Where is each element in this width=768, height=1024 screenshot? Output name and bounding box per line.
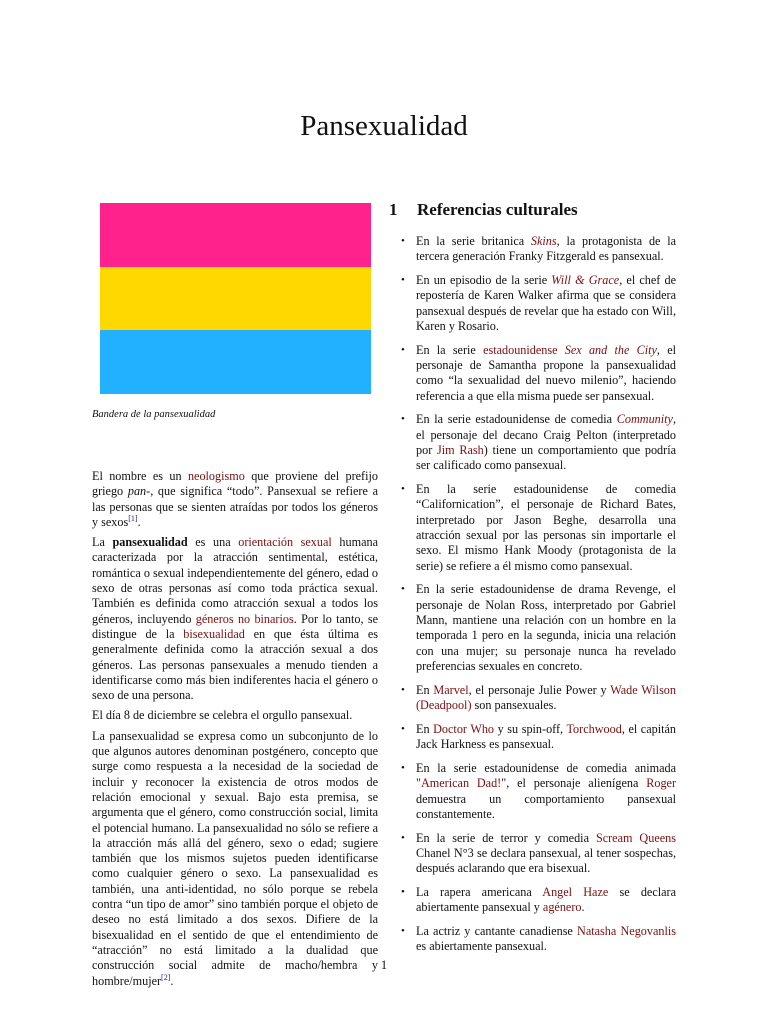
italic-term: pan- <box>127 484 151 499</box>
reference-item: • La actriz y cantante canadiense Natasha Negovanlis es abiertamente pansexual. <box>401 924 677 954</box>
bullet-icon: • <box>401 483 405 496</box>
intro-column <box>92 469 378 994</box>
bullet-icon: • <box>401 683 405 696</box>
bullet-icon: • <box>401 583 405 596</box>
reference-item: • En la serie estadounidense de comedia Community, el personaje del decano Craig Pelton (interpretado por Jim Rash) tiene un comportamiento que podría ser calificado como pansexual. <box>401 412 676 473</box>
reference-item: • En Marvel, el personaje Julie Power y Wade Wilson (Deadpool) son pansexuales. <box>401 682 676 713</box>
section-title: Referencias culturales <box>417 200 578 219</box>
section-number: 1 <box>389 200 398 219</box>
reference-item: • En un episodio de la serie Will & Grace, el chef de repostería de Karen Walker afirma que se considera pansexual después de revelar que ha estado con Will, Karen y Rosario. <box>401 273 676 333</box>
flag-stripe-pink <box>100 203 371 267</box>
wiki-link[interactable]: Torchwood <box>566 721 622 736</box>
bullet-icon: • <box>401 722 405 735</box>
wiki-link[interactable]: orientación sexual <box>238 535 332 550</box>
wiki-link[interactable]: Doctor Who <box>433 721 495 736</box>
wiki-link[interactable]: bisexualidad <box>183 626 245 641</box>
intro-paragraph: El día 8 de diciembre se celebra el orgullo pansexual. <box>92 708 353 723</box>
bold-term: pansexualidad <box>112 535 188 550</box>
bullet-icon: • <box>401 925 405 938</box>
intro-paragraph: La pansexualidad es una orientación sexual humana caracterizada por la atracción sentimental, estética, romántica o sexual independientemente del género, edad o sexo de otras personas así como toda práctica sexual. También es definida como atracción sexual a todos los géneros, incluyendo géneros no binarios. Por lo tanto, se distingue de la bisexualidad en que ésta última es generalmente definida como la atracción sexual a dos géneros. Las personas pansexuales a menudo tienden a identificarse como más bien indiferentes hacia el género o sexo de una persona. <box>92 535 379 703</box>
wiki-link[interactable]: Sex and the City <box>564 342 657 357</box>
page-number: 1 <box>380 958 388 972</box>
wiki-link[interactable]: géneros no binarios <box>195 611 294 626</box>
reference-item: • En la serie estadounidense de drama Revenge, el personaje de Nolan Ross, interpretado por Gabriel Mann, mantiene una relación con un hombre en la temporada 1 pero en la segunda, inicia una relación con una mujer; su personaje nunca ha revelado preferencias sexuales en concreto. <box>401 582 676 673</box>
citation-link[interactable]: [1] <box>128 513 138 523</box>
citation-link[interactable]: [2] <box>161 972 171 982</box>
pansexual-flag-image <box>100 203 371 394</box>
reference-item: • En la serie estadounidense de comedia “Californication”, el personaje de Richard Bates, interpretado por Jason Beghe, desarrolla una atracción sexual por las personas sin importarle el sexo. El mismo Hank Moody (protagonista de la serie) se refiere a él mismo como pansexual. <box>401 482 676 573</box>
bullet-icon: • <box>401 343 405 356</box>
wiki-link[interactable]: agénero <box>542 900 582 915</box>
flag-stripe-yellow <box>100 267 371 331</box>
wiki-link[interactable]: Will & Grace <box>551 273 620 288</box>
wiki-link[interactable]: neologismo <box>187 469 245 483</box>
bullet-icon: • <box>401 761 405 774</box>
intro-paragraph: La pansexualidad se expresa como un subconjunto de lo que algunos autores denominan postgénero, concepto que surge como respuesta a la necesidad de la sociedad de incluir y reconocer la existencia de otros modos de relación emocional y sexual. Bajo esta premisa, se argumenta que el género, como construcción social, limita el potencial humano. La pansexualidad no sólo se refiere a la atracción más allá del género, sexo o edad; sugiere también que los mismos sujetos pueden identificarse como cualquier género o sexo. La pansexualidad es también, una anti-identidad, no sólo porque se rebela contra “un tipo de amor” sino también porque el objeto de deseo no está limitado a dos sexos. Difiere de la bisexualidad en el sentido de que el entendimiento de “atracción” no está limitado a la dualidad que construcción social admite de macho/hembra y hombre/mujer[2]. <box>92 728 378 988</box>
wiki-link[interactable]: Scream Queens <box>595 830 676 845</box>
flag-stripe-blue <box>100 330 371 394</box>
bullet-icon: • <box>401 831 405 844</box>
wiki-link[interactable]: Natasha Negovanlis <box>577 924 677 939</box>
flag-caption: Bandera de la pansexualidad <box>92 409 216 420</box>
wiki-link[interactable]: Community <box>616 412 673 427</box>
wiki-link[interactable]: Wade Wilson (Deadpool) <box>416 682 676 713</box>
bullet-icon: • <box>401 235 405 247</box>
page-title: Pansexualidad <box>300 110 468 142</box>
references-column <box>389 234 676 963</box>
wiki-link[interactable]: Skins <box>530 234 557 248</box>
wiki-link[interactable]: American Dad! <box>420 776 502 791</box>
reference-item: • En la serie britanica Skins, la protagonista de la tercera generación Franky Fitzgerald es pansexual. <box>401 234 676 264</box>
bullet-icon: • <box>401 274 405 287</box>
references-list <box>389 234 676 955</box>
wiki-link[interactable]: estadounidense <box>483 342 558 357</box>
bullet-icon: • <box>401 413 405 426</box>
intro-paragraph: El nombre es un neologismo que proviene del prefijo griego pan-, que significa “todo”. Pansexual se refiere a las personas que se sienten atraídas por todos los géneros y sexos[1]. <box>92 469 378 529</box>
reference-item: • En la serie estadounidense Sex and the City, el personaje de Samantha propone la pansexualidad como “la sexualidad del nuevo milenio”, haciendo referencia a que ella misma puede ser pansexual. <box>401 342 677 403</box>
bullet-icon: • <box>401 885 405 898</box>
reference-item: • En la serie de terror y comedia Scream Queens Chanel N°3 se declara pansexual, al tener sospechas, después aclarando que era bisexual. <box>401 830 676 876</box>
wiki-link[interactable]: Angel Haze <box>542 884 609 899</box>
wiki-link[interactable]: Roger <box>646 776 677 791</box>
reference-item: • La rapera americana Angel Haze se declara abiertamente pansexual y agénero. <box>401 884 676 915</box>
wiki-link[interactable]: Marvel <box>433 682 469 697</box>
reference-item: • En Doctor Who y su spin-off, Torchwood, el capitán Jack Harkness es pansexual. <box>401 721 676 752</box>
reference-item: • En la serie estadounidense de comedia animada "American Dad!", el personaje alienígena Roger demuestra un comportamiento pansexual constantemente. <box>401 760 677 821</box>
wiki-link[interactable]: Jim Rash <box>437 443 484 458</box>
section-heading <box>389 200 689 220</box>
